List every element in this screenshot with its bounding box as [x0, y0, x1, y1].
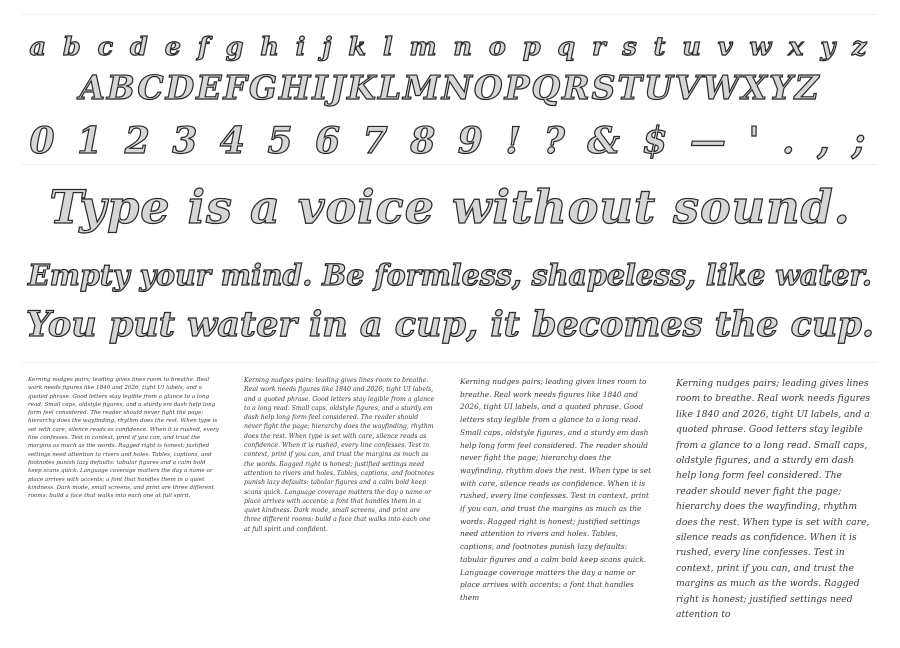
uppercase-alphabet-row: [22, 68, 878, 107]
uppercase-alphabet: ABCDEFGHIJKLMNOPQRSTUVWXYZ: [79, 68, 821, 107]
text-column-smallest: Kerning nudges pairs; leading gives lines room to breathe. Real work needs figures like 1840 and 2026, tight UI labels, and a quoted phrase. Good letters stay legible from a glance to a long read. Small caps, oldstyle figures, and a sturdy em dash help long form feel considered. The reader should never fight the page; hierarchy does the wayfinding, rhythm does the rest. When type is set with care, silence reads as confidence. When it is rushed, every line confesses. Test in context, print if you can, and trust the margins as much as the words. Ragged right is honest; justified settings need attention to rivers and holes. Tables, captions, and footnotes punish lazy defaults: tabular figures and a calm bold keep scans quick. Language coverage matters the day a name or place arrives with accents; a font that handles them in a quiet kindness. Dark mode, small screens, and print are three different rooms: build a face that walks into each one at full spirit.: [28, 377, 219, 500]
divider-bottom: [22, 362, 878, 363]
sample-line-3-row: [22, 304, 878, 345]
type-specimen-sheet: [22, 12, 878, 642]
text-column-small: Kerning nudges pairs; leading gives lines room to breathe. Real work needs figures like 1840 and 2026, tight UI labels, and a quoted phrase. Good letters stay legible from a glance to a long read. Small caps, oldstyle figures, and a sturdy em dash help long form feel considered. The reader should never fight the page; hierarchy does the wayfinding, rhythm does the rest. When type is set with care, silence reads as confidence. When it is rushed, every line confesses. Test in context, print if you can, and trust the margins as much as the words. Ragged right is honest; justified settings need attention to rivers and holes. Tables, captions, and footnotes punish lazy defaults: tabular figures and a calm bold keep scans quick. Language coverage matters the day a name or place arrives with accents; a font that handles them in a quiet kindness. Dark mode, small screens, and print are three different rooms: build a face that walks into each one at full spirit and confident.: [244, 377, 435, 533]
sample-line-2: Empty your mind. Be formless, shapeless, like water.: [28, 258, 872, 292]
sample-line-2-row: [22, 258, 878, 292]
lowercase-alphabet: a b c d e f g h i j k l m n o p q r s t u v w x y z: [29, 32, 871, 62]
divider-top: [22, 14, 878, 15]
digits-punctuation-row: [22, 120, 878, 162]
sample-line-1-row: [22, 180, 878, 234]
digits-punctuation: 0 1 2 3 4 5 6 7 8 9 ! ? & $ — ' . , ;: [29, 120, 871, 162]
text-column-large: Kerning nudges pairs; leading gives lines room to breathe. Real work needs figures like 1840 and 2026, tight UI labels, and a quoted phrase. Good letters stay legible from a glance to a long read. Small caps, oldstyle figures, and a sturdy em dash help long form feel considered. The reader should never fight the page; hierarchy does the wayfinding, rhythm does the rest. When type is set with care, silence reads as confidence. When it is rushed, every line confesses. Test in context, print if you can, and trust the margins as much as the words. Ragged right is honest; justified settings need attention to: [676, 378, 871, 621]
sample-line-1: Type is a voice without sound.: [49, 180, 851, 234]
divider-middle: [22, 164, 878, 165]
lowercase-alphabet-row: [22, 32, 878, 62]
sample-line-3: You put water in a cup, it becomes the cup.: [25, 304, 875, 345]
text-column-medium: Kerning nudges pairs; leading gives lines room to breathe. Real work needs figures like 1840 and 2026, tight UI labels, and a quoted phrase. Good letters stay legible from a glance to a long read. Small caps, oldstyle figures, and a sturdy em dash help long form feel considered. The reader should never fight the page; hierarchy does the wayfinding, rhythm does the rest. When type is set with care, silence reads as confidence. When it is rushed, every line confesses. Test in context, print if you can, and trust the margins as much as the words. Ragged right is honest; justified settings need attention to rivers and holes. Tables, captions, and footnotes punish lazy defaults: tabular figures and a calm bold keep scans quick. Language coverage matters the day a name or place arrives with accents; a font that handles them: [460, 377, 652, 602]
